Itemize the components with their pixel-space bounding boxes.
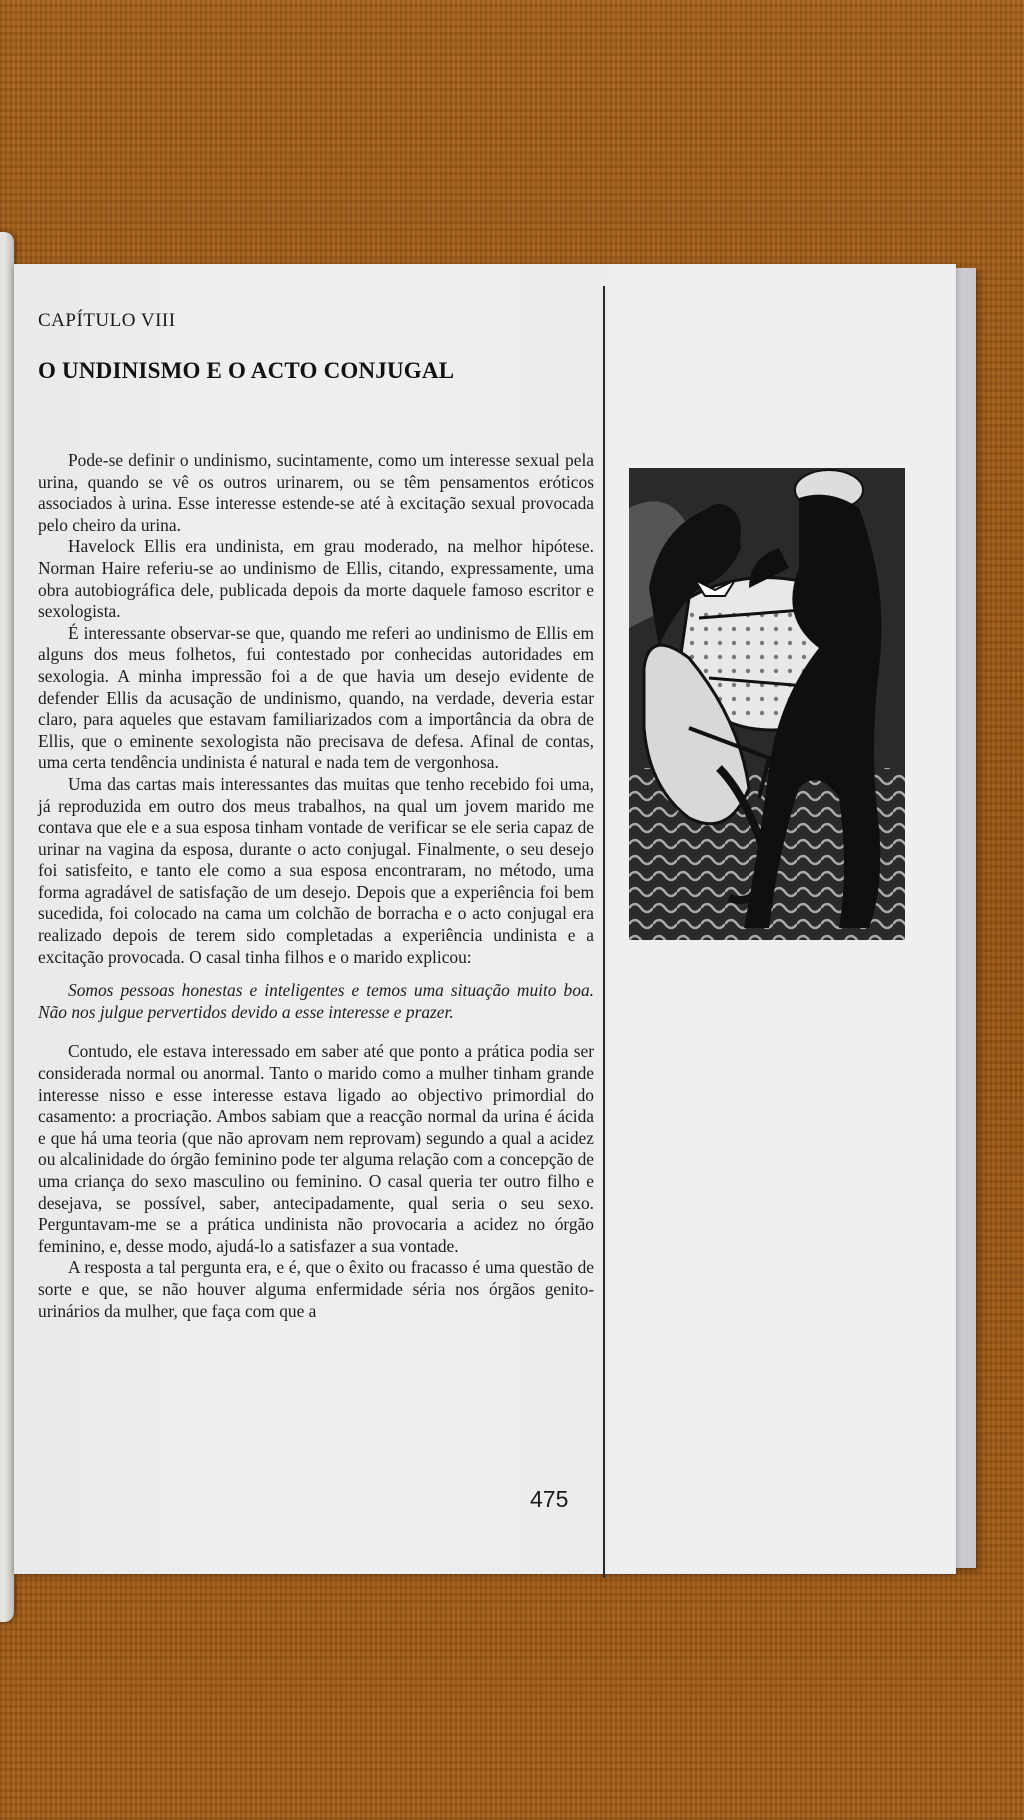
chapter-title: O UNDINISMO E O ACTO CONJUGAL [38, 358, 455, 383]
chapter-label: CAPÍTULO VIII [38, 310, 176, 331]
page-number: 475 [530, 1486, 569, 1512]
previous-page-edge [0, 232, 14, 1622]
body-text [38, 450, 594, 1322]
paragraph: Contudo, ele estava interessado em saber até que ponto a prática podia ser considerada normal ou anormal. Tanto o marido como a mulher tinham grande interesse nisso e esse interesse estava ligado ao objectivo primordial do casamento: a procriação. Ambos sabiam que a reacção normal da urina é ácida e que há uma teoria (que não aprovam nem reprovam) segundo a qual a acidez ou alcalinidade do órgão feminino pode ter alguma relação com a concepção de uma criança do sexo masculino ou feminino. O casal queria ter outro filho e desejava, se possível, saber, antecipadamente, qual seria o seu sexo. Perguntavam-me se a prática undinista não provocaria a acidez no órgão feminino, e, desse modo, ajudá-lo a satisfazer a sua vontade. [38, 1041, 594, 1256]
paragraph: É interessante observar-se que, quando me referi ao undinismo de Ellis em alguns dos meus folhetos, fui contestado por conhecidas autoridades em sexologia. A minha impressão foi a de que havia um desejo evidente de defender Ellis da acusação de undinismo, quando, na verdade, deveria estar claro, para aqueles que estavam familiarizados com a importância da obra de Ellis, que o eminente sexologista não precisava de defesa. Afinal de contas, uma certa tendência undinista é natural e nada tem de vergonhosa. [38, 622, 594, 773]
paragraph: Uma das cartas mais interessantes das muitas que tenho recebido foi uma, já reproduzida em outro dos meus trabalhos, na qual um jovem marido me contava que ele e a sua esposa tinham vontade de verificar se ele seria capaz de urinar na vagina da esposa, durante o acto conjugal. Finalmente, o seu desejo foi satisfeito, e tanto ele como a sua esposa encontraram, no método, uma forma agradável de satisfação de um desejo. Depois que a experiência foi bem sucedida, foi colocado na cama um colchão de borracha e o acto conjugal era realizado depois de terem sido completadas a experiência undinista e a excitação provocada. O casal tinha filhos e o marido explicou: [38, 773, 594, 967]
paragraph: Havelock Ellis era undinista, em grau moderado, na melhor hipótese. Norman Haire referiu-se ao undinismo de Ellis, citando, expressamente, uma obra autobiográfica dele, publicada depois da morte daquele famoso escritor e sexologista. [38, 536, 594, 622]
paragraph: A resposta a tal pergunta era, e é, que o êxito ou fracasso é uma questão de sorte e que, se não houver alguma enfermidade séria nos órgãos genito-urinários da mulher, que faça com que a [38, 1257, 594, 1321]
paragraph: Pode-se definir o undinismo, sucintamente, como um interesse sexual pela urina, quando se vê os outros urinarem, ou se têm pensamentos eróticos associados à urina. Esse interesse estende-se até à excitação sexual provocada pelo cheiro da urina. [38, 450, 594, 535]
text-column [14, 264, 604, 1574]
column-divider [603, 286, 605, 1578]
block-quote: Somos pessoas honestas e inteligentes e temos uma situação muito boa. Não nos julgue pervertidos devido a esse interesse e prazer. [38, 980, 594, 1022]
illustration-image [629, 468, 905, 940]
